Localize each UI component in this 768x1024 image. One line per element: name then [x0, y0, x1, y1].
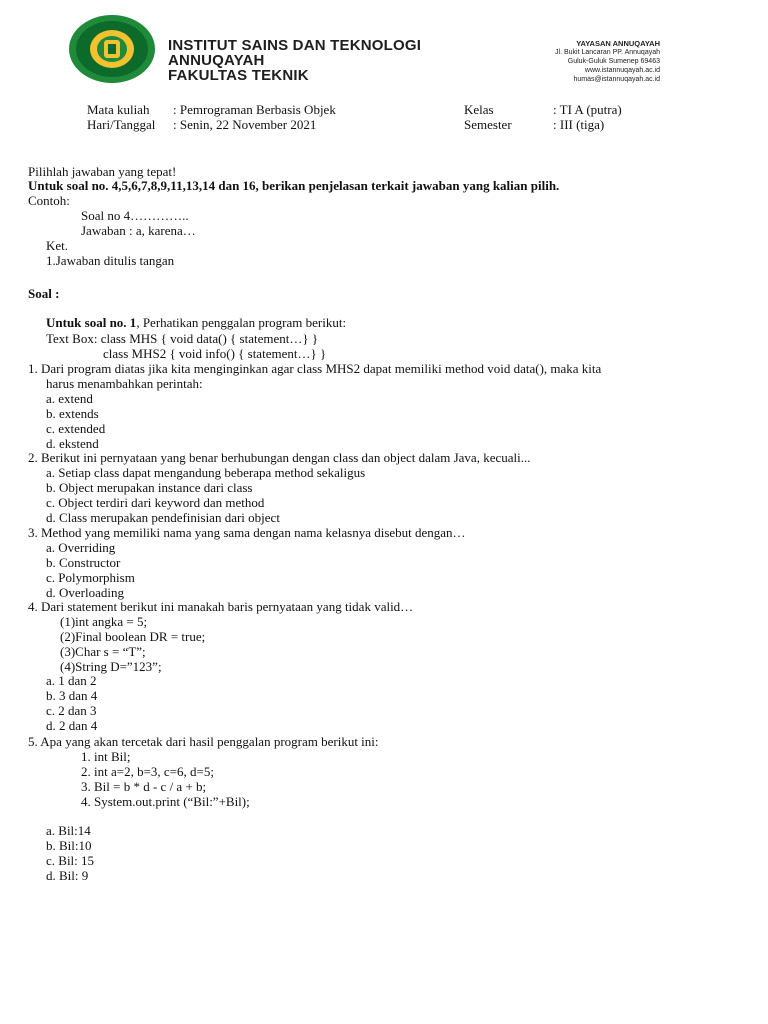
- semester-value: : III (tiga): [553, 117, 605, 132]
- instruction-line: Pilihlah jawaban yang tepat!: [28, 164, 177, 179]
- soal-heading: Soal :: [28, 286, 60, 301]
- foundation-block: [555, 39, 660, 84]
- option: d. Class merupakan pendefinisian dari object: [46, 510, 280, 525]
- foundation-name: YAYASAN ANNUQAYAH: [576, 39, 660, 48]
- code-line: (4)String D=”123”;: [60, 659, 162, 674]
- class-value: : TI A (putra): [553, 102, 622, 117]
- option: c. Bil: 15: [46, 853, 95, 868]
- intro-bold: Untuk soal no. 1: [46, 315, 137, 330]
- option: b. extends: [46, 406, 99, 421]
- course-value: : Pemrograman Berbasis Objek: [173, 102, 336, 117]
- date-value: : Senin, 22 November 2021: [173, 117, 317, 132]
- question-1: 1. Dari program diatas jika kita menginginkan agar class MHS2 dapat memiliki method void data(), maka kita: [28, 361, 602, 376]
- example-answer: Jawaban : a, karena…: [81, 223, 196, 238]
- option: b. Bil:10: [46, 838, 92, 853]
- address-line: Jl. Bukit Lancaran PP. Annuqayah: [555, 49, 660, 56]
- option: c. Polymorphism: [46, 570, 135, 585]
- institute-name-line1: INSTITUT SAINS DAN TEKNOLOGI: [168, 37, 422, 54]
- code-line: (2)Final boolean DR = true;: [60, 629, 206, 644]
- semester-label: Semester: [464, 117, 512, 132]
- code-line: class MHS2 { void info() { statement…} }: [103, 346, 327, 361]
- question-3: 3. Method yang memiliki nama yang sama dengan nama kelasnya disebut dengan…: [28, 525, 466, 540]
- code-line: 4. System.out.print (“Bil:”+Bil);: [81, 794, 250, 809]
- option: b. Object merupakan instance dari class: [46, 480, 253, 495]
- instruction-bold: Untuk soal no. 4,5,6,7,8,9,11,13,14 dan 16, berikan penjelasan terkait jawaban yang kalian pilih.: [28, 178, 560, 193]
- intro-line: [46, 315, 346, 330]
- faculty-name: FAKULTAS TEKNIK: [168, 67, 309, 84]
- address-line: Guluk-Guluk Sumenep 69463: [567, 58, 660, 65]
- code-line: 3. Bil = b * d - c / a + b;: [81, 779, 207, 794]
- option: c. 2 dan 3: [46, 703, 97, 718]
- code-line: Text Box: class MHS { void data() { statement…} }: [46, 331, 319, 346]
- option: d. Bil: 9: [46, 868, 89, 883]
- option: b. Constructor: [46, 555, 121, 570]
- institute-name-line2: ANNUQAYAH: [168, 52, 265, 69]
- website: www.istannuqayah.ac.id: [584, 67, 660, 74]
- course-label: Mata kuliah: [87, 102, 150, 117]
- email: humas@istannuqayah.ac.id: [573, 76, 660, 83]
- option: a. Setiap class dapat mengandung beberapa method sekaligus: [46, 465, 366, 480]
- option: a. extend: [46, 391, 93, 406]
- option: d. 2 dan 4: [46, 718, 98, 733]
- option: b. 3 dan 4: [46, 688, 98, 703]
- institute-logo: [68, 14, 156, 84]
- option: d. ekstend: [46, 436, 99, 451]
- code-line: 2. int a=2, b=3, c=6, d=5;: [81, 764, 214, 779]
- question-1-cont: harus menambahkan perintah:: [46, 376, 203, 391]
- option: a. 1 dan 2: [46, 673, 97, 688]
- example-label: Contoh:: [28, 193, 70, 208]
- code-line: (3)Char s = “T”;: [60, 644, 146, 659]
- date-label: Hari/Tanggal: [87, 117, 156, 132]
- code-line: (1)int angka = 5;: [60, 614, 148, 629]
- option: c. Object terdiri dari keyword dan method: [46, 495, 265, 510]
- example-question: Soal no 4…………..: [81, 208, 189, 223]
- option: d. Overloading: [46, 585, 124, 600]
- class-label: Kelas: [464, 102, 494, 117]
- note-label: Ket.: [46, 238, 69, 253]
- question-2: 2. Berikut ini pernyataan yang benar berhubungan dengan class dan object dalam Java, kecuali...: [28, 450, 531, 465]
- option: c. extended: [46, 421, 106, 436]
- intro-rest: , Perhatikan penggalan program berikut:: [136, 315, 347, 330]
- question-5: 5. Apa yang akan tercetak dari hasil penggalan program berikut ini:: [28, 734, 379, 749]
- option: a. Bil:14: [46, 823, 91, 838]
- question-4: 4. Dari statement berikut ini manakah baris pernyataan yang tidak valid…: [28, 599, 414, 614]
- note-item: 1.Jawaban ditulis tangan: [46, 253, 175, 268]
- option: a. Overriding: [46, 540, 116, 555]
- code-line: 1. int Bil;: [81, 749, 131, 764]
